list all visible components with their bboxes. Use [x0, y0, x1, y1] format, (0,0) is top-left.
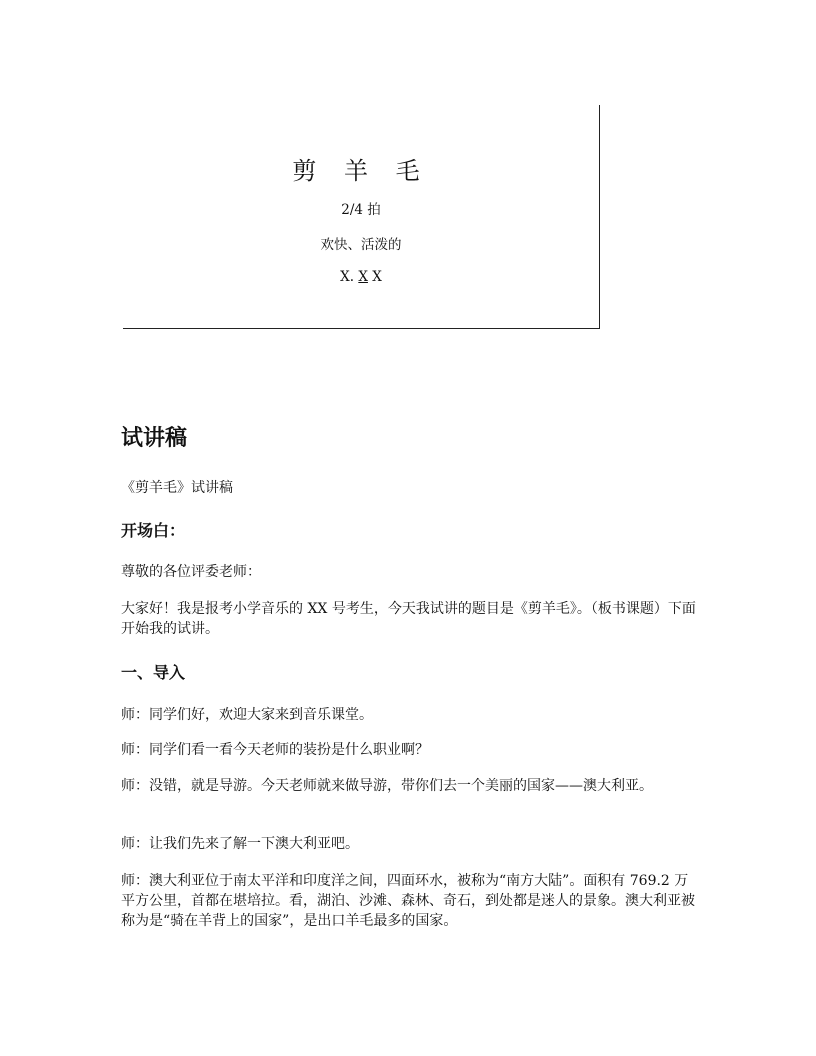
rhythm-note-underlined: X	[358, 269, 368, 285]
rhythm-pattern	[123, 269, 599, 285]
song-title: 剪 羊 毛	[292, 157, 430, 185]
dialogue-line: 师：没错，就是导游。今天老师就来做导游，带你们去一个美丽的国家——澳大利亚。	[121, 778, 653, 794]
blackboard-frame	[123, 105, 600, 329]
dialogue-line: 师：澳大利亚位于南太平洋和印度洋之间，四面环水，被称为“南方大陆”。面积有 769.2 万平方公里，首都在堪培拉。看，湖泊、沙滩、森林、奇石，到处都是迷人的景象。澳大利亚被称为是“骑在羊背上的国家”，是出口羊毛最多的国家。	[121, 873, 695, 929]
document-heading: 试讲稿	[121, 426, 188, 451]
intro-paragraph: 大家好！我是报考小学音乐的 XX 号考生，今天我试讲的题目是《剪羊毛》。（板书课题）下面开始我的试讲。	[121, 601, 696, 637]
greeting-paragraph: 尊敬的各位评委老师：	[121, 564, 261, 580]
rhythm-note: X	[372, 269, 382, 285]
song-mood: 欢快、活泼的	[320, 237, 402, 253]
document-subtitle: 《剪羊毛》试讲稿	[121, 480, 233, 496]
rhythm-note-dotted: X.	[340, 269, 355, 285]
section-opening-heading: 开场白：	[121, 521, 186, 540]
section-one-heading: 一、导入	[121, 663, 186, 682]
dialogue-line: 师：让我们先来了解一下澳大利亚吧。	[121, 836, 359, 852]
song-meter: 2/4 拍	[341, 202, 381, 218]
dialogue-line: 师：同学们好，欢迎大家来到音乐课堂。	[121, 707, 373, 723]
dialogue-line: 师：同学们看一看今天老师的装扮是什么职业啊？	[121, 742, 429, 758]
